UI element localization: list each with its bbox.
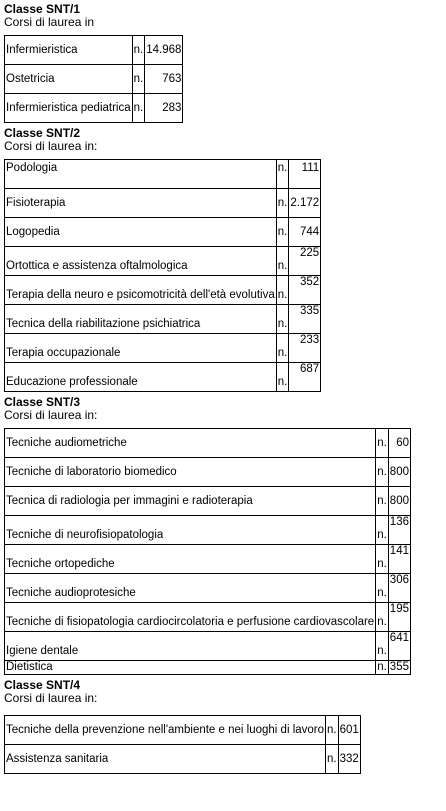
n-label: n.: [276, 218, 289, 247]
course-count: 352: [289, 276, 321, 305]
section-subtitle: Corsi di laurea in:: [4, 691, 98, 705]
course-name: Terapia occupazionale: [5, 334, 277, 363]
course-name: Educazione professionale: [5, 363, 277, 392]
n-label: n.: [326, 716, 339, 745]
section-title: Classe SNT/4: [4, 678, 81, 692]
table-row: [5, 363, 321, 392]
table-row: [5, 745, 361, 774]
n-label: n.: [132, 65, 145, 94]
n-label: n.: [376, 632, 389, 661]
courses-table: [4, 159, 321, 392]
section-subtitle: Corsi di laurea in: [4, 15, 95, 29]
courses-table: [4, 715, 361, 774]
section-title: Classe SNT/1: [4, 2, 81, 16]
section-snt2: [4, 127, 444, 392]
courses-table: [4, 428, 411, 675]
course-name: Tecniche audioprotesiche: [5, 574, 376, 603]
section-snt3: [4, 396, 444, 675]
table-row: [5, 632, 411, 661]
course-name: Infermieristica: [5, 36, 133, 65]
n-label: n.: [376, 574, 389, 603]
table-row: [5, 36, 183, 65]
course-name: Infermieristica pediatrica: [5, 94, 133, 123]
n-label: n.: [132, 36, 145, 65]
course-count: 283: [145, 94, 183, 123]
course-count: 2.172: [289, 189, 321, 218]
course-count: 763: [145, 65, 183, 94]
n-label: n.: [276, 305, 289, 334]
course-count: 744: [289, 218, 321, 247]
course-name: Podologia: [5, 160, 277, 189]
course-name: Tecniche della prevenzione nell'ambiente e nei luoghi di lavoro: [5, 716, 326, 745]
n-label: n.: [376, 516, 389, 545]
course-name: Ortottica e assistenza oftalmologica: [5, 247, 277, 276]
document-page: [4, 3, 444, 778]
n-label: n.: [326, 745, 339, 774]
course-count: 111: [289, 160, 321, 189]
course-count: 687: [289, 363, 321, 392]
course-count: 14.968: [145, 36, 183, 65]
course-name: Tecniche ortopediche: [5, 545, 376, 574]
table-row: [5, 603, 411, 632]
n-label: n.: [276, 334, 289, 363]
course-name: Logopedia: [5, 218, 277, 247]
table-row: [5, 305, 321, 334]
table-row: [5, 458, 411, 487]
table-row: [5, 334, 321, 363]
course-count: 141: [388, 545, 410, 574]
table-row: [5, 94, 183, 123]
course-name: Fisioterapia: [5, 189, 277, 218]
course-count: 601: [338, 716, 360, 745]
course-count: 332: [338, 745, 360, 774]
section-subtitle: Corsi di laurea in:: [4, 139, 98, 153]
n-label: n.: [276, 276, 289, 305]
course-count: 306: [388, 574, 410, 603]
course-name: Assistenza sanitaria: [5, 745, 326, 774]
section-snt1: [4, 3, 444, 123]
course-count: 136: [388, 516, 410, 545]
table-row: [5, 429, 411, 458]
section-subtitle: Corsi di laurea in:: [4, 408, 98, 422]
course-count: 800: [388, 487, 410, 516]
table-row: [5, 276, 321, 305]
course-name: Tecniche di laboratorio biomedico: [5, 458, 376, 487]
table-row: [5, 189, 321, 218]
n-label: n.: [376, 458, 389, 487]
courses-table: [4, 35, 183, 123]
course-name: Tecniche di neurofisiopatologia: [5, 516, 376, 545]
course-name: Tecniche audiometriche: [5, 429, 376, 458]
n-label: n.: [276, 189, 289, 218]
course-count: 335: [289, 305, 321, 334]
course-count: 355: [389, 661, 409, 673]
table-row: [5, 65, 183, 94]
table-row: [5, 545, 411, 574]
table-row: [5, 487, 411, 516]
table-row: [5, 716, 361, 745]
n-label: n.: [276, 160, 289, 189]
course-name: Tecnica della riabilitazione psichiatrica: [5, 305, 277, 334]
course-count: 195: [388, 603, 410, 632]
section-snt4: [4, 679, 444, 774]
n-label: n.: [132, 94, 145, 123]
n-label: n.: [376, 429, 389, 458]
course-count: 800: [388, 458, 410, 487]
course-name: Dietistica: [5, 661, 376, 675]
n-label: n.: [276, 247, 289, 276]
course-count: 641: [388, 632, 410, 661]
section-title: Classe SNT/2: [4, 126, 81, 140]
course-name: Igiene dentale: [5, 632, 376, 661]
table-row: [5, 516, 411, 545]
course-name: Tecniche di fisiopatologia cardiocircolatoria e perfusione cardiovascolare: [5, 603, 376, 632]
table-row: [5, 160, 321, 189]
course-count: 233: [289, 334, 321, 363]
section-title: Classe SNT/3: [4, 395, 81, 409]
course-count: 60: [388, 429, 410, 458]
n-label: n.: [376, 487, 389, 516]
table-row: [5, 218, 321, 247]
course-name: Ostetricia: [5, 65, 133, 94]
n-label: n.: [276, 363, 289, 392]
table-row: [5, 661, 411, 675]
course-count: 225: [289, 247, 321, 276]
course-name: Tecnica di radiologia per immagini e radioterapia: [5, 487, 376, 516]
n-label: n.: [376, 545, 389, 574]
course-name: Terapia della neuro e psicomotricità dell'età evolutiva: [5, 276, 277, 305]
table-row: [5, 247, 321, 276]
n-label: n.: [376, 603, 389, 632]
n-label: n.: [377, 661, 387, 673]
table-row: [5, 574, 411, 603]
